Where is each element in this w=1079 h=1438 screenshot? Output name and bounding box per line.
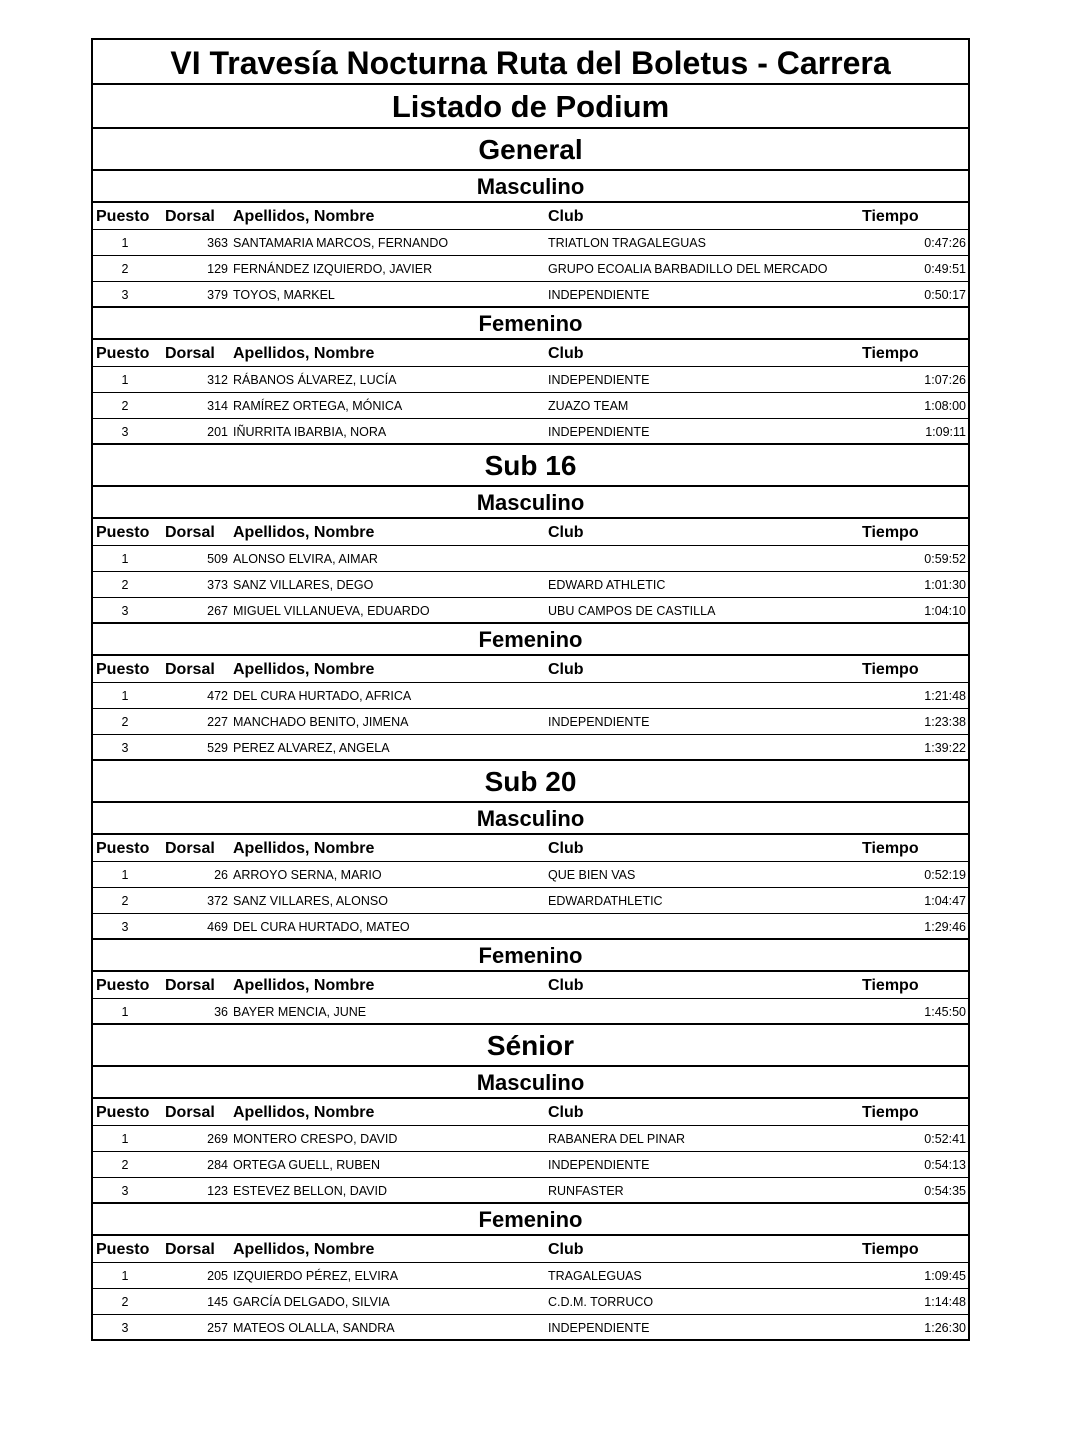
cell-nombre: ALONSO ELVIRA, AIMAR (233, 552, 378, 566)
table-row (91, 862, 970, 888)
cell-puesto: 2 (121, 262, 129, 276)
gender-heading: Femenino (91, 308, 970, 340)
cell-dorsal: 372 (207, 894, 228, 908)
cell-puesto: 2 (121, 399, 129, 413)
cell-tiempo: 1:45:50 (924, 1005, 966, 1019)
column-header-tiempo: Tiempo (862, 1241, 919, 1258)
column-header-dorsal: Dorsal (165, 524, 215, 541)
cell-puesto: 1 (121, 373, 129, 387)
cell-puesto: 3 (121, 1184, 129, 1198)
cell-nombre: DEL CURA HURTADO, MATEO (233, 920, 410, 934)
cell-club: RUNFASTER (548, 1184, 624, 1198)
cell-tiempo: 1:01:30 (924, 578, 966, 592)
column-header-nombre: Apellidos, Nombre (233, 661, 375, 678)
cell-puesto: 2 (121, 1295, 129, 1309)
table-row (91, 1289, 970, 1315)
table-row (91, 546, 970, 572)
column-header-puesto: Puesto (96, 1241, 150, 1258)
table-row (91, 1152, 970, 1178)
column-header-row (91, 656, 970, 683)
cell-dorsal: 257 (207, 1321, 228, 1335)
cell-nombre: SANZ VILLARES, ALONSO (233, 894, 388, 908)
cell-tiempo: 1:07:26 (924, 373, 966, 387)
gender-heading: Masculino (91, 487, 970, 519)
table-row (91, 999, 970, 1025)
cell-puesto: 1 (121, 1132, 129, 1146)
document-title: VI Travesía Nocturna Ruta del Boletus - Carrera (91, 38, 970, 85)
cell-tiempo: 0:59:52 (924, 552, 966, 566)
cell-tiempo: 0:54:13 (924, 1158, 966, 1172)
podium-sheet (91, 38, 970, 1341)
column-header-puesto: Puesto (96, 661, 150, 678)
column-header-nombre: Apellidos, Nombre (233, 977, 375, 994)
cell-nombre: DEL CURA HURTADO, AFRICA (233, 689, 412, 703)
table-row (91, 1315, 970, 1341)
cell-tiempo: 0:49:51 (924, 262, 966, 276)
table-row (91, 1126, 970, 1152)
column-header-row (91, 1236, 970, 1263)
cell-puesto: 2 (121, 578, 129, 592)
cell-club: ZUAZO TEAM (548, 399, 629, 413)
cell-nombre: PEREZ ALVAREZ, ANGELA (233, 741, 390, 755)
category-heading: Sénior (91, 1025, 970, 1067)
column-header-club: Club (548, 345, 584, 362)
column-header-dorsal: Dorsal (165, 1104, 215, 1121)
table-row (91, 735, 970, 761)
column-header-dorsal: Dorsal (165, 208, 215, 225)
cell-puesto: 3 (121, 741, 129, 755)
column-header-tiempo: Tiempo (862, 345, 919, 362)
category-heading: Sub 16 (91, 445, 970, 487)
cell-dorsal: 509 (207, 552, 228, 566)
category-heading: General (91, 129, 970, 171)
cell-puesto: 2 (121, 715, 129, 729)
cell-club: RABANERA DEL PINAR (548, 1132, 686, 1146)
table-row (91, 419, 970, 445)
gender-heading: Femenino (91, 1204, 970, 1236)
cell-puesto: 3 (121, 425, 129, 439)
gender-heading: Masculino (91, 1067, 970, 1099)
cell-dorsal: 26 (214, 868, 228, 882)
document-subtitle: Listado de Podium (91, 85, 970, 129)
cell-tiempo: 1:14:48 (924, 1295, 966, 1309)
cell-club: INDEPENDIENTE (548, 288, 650, 302)
gender-heading: Masculino (91, 171, 970, 203)
cell-dorsal: 312 (207, 373, 228, 387)
cell-dorsal: 205 (207, 1269, 228, 1283)
cell-club: C.D.M. TORRUCO (548, 1295, 654, 1309)
cell-club: EDWARDATHLETIC (548, 894, 663, 908)
cell-tiempo: 1:21:48 (924, 689, 966, 703)
cell-puesto: 2 (121, 1158, 129, 1172)
cell-dorsal: 373 (207, 578, 228, 592)
cell-puesto: 3 (121, 288, 129, 302)
cell-nombre: ESTEVEZ BELLON, DAVID (233, 1184, 387, 1198)
cell-nombre: SANTAMARIA MARCOS, FERNANDO (233, 236, 449, 250)
cell-dorsal: 145 (207, 1295, 228, 1309)
cell-club: INDEPENDIENTE (548, 1158, 650, 1172)
table-row (91, 572, 970, 598)
table-row (91, 230, 970, 256)
column-header-club: Club (548, 661, 584, 678)
cell-tiempo: 0:47:26 (924, 236, 966, 250)
column-header-club: Club (548, 1104, 584, 1121)
column-header-puesto: Puesto (96, 1104, 150, 1121)
cell-tiempo: 0:52:41 (924, 1132, 966, 1146)
gender-heading: Masculino (91, 803, 970, 835)
cell-nombre: IZQUIERDO PÉREZ, ELVIRA (233, 1269, 399, 1283)
table-row (91, 367, 970, 393)
cell-nombre: SANZ VILLARES, DEGO (233, 578, 374, 592)
column-header-tiempo: Tiempo (862, 661, 919, 678)
cell-tiempo: 1:08:00 (924, 399, 966, 413)
column-header-row (91, 835, 970, 862)
gender-heading: Femenino (91, 940, 970, 972)
column-header-row (91, 972, 970, 999)
cell-puesto: 1 (121, 689, 129, 703)
cell-club: EDWARD ATHLETIC (548, 578, 666, 592)
cell-dorsal: 379 (207, 288, 228, 302)
cell-club: INDEPENDIENTE (548, 373, 650, 387)
column-header-puesto: Puesto (96, 840, 150, 857)
column-header-puesto: Puesto (96, 977, 150, 994)
cell-tiempo: 1:29:46 (924, 920, 966, 934)
column-header-dorsal: Dorsal (165, 661, 215, 678)
cell-nombre: GARCÍA DELGADO, SILVIA (233, 1295, 390, 1309)
cell-nombre: RAMÍREZ ORTEGA, MÓNICA (233, 399, 403, 413)
cell-club: INDEPENDIENTE (548, 715, 650, 729)
cell-dorsal: 284 (207, 1158, 228, 1172)
table-row (91, 393, 970, 419)
cell-puesto: 1 (121, 236, 129, 250)
cell-club: TRIATLON TRAGALEGUAS (548, 236, 706, 250)
cell-tiempo: 1:39:22 (924, 741, 966, 755)
categories-container (91, 129, 970, 1341)
column-header-nombre: Apellidos, Nombre (233, 1104, 375, 1121)
column-header-nombre: Apellidos, Nombre (233, 345, 375, 362)
cell-tiempo: 0:54:35 (924, 1184, 966, 1198)
column-header-club: Club (548, 977, 584, 994)
cell-puesto: 3 (121, 920, 129, 934)
cell-puesto: 1 (121, 1269, 129, 1283)
column-header-club: Club (548, 208, 584, 225)
cell-tiempo: 1:26:30 (924, 1321, 966, 1335)
cell-nombre: IÑURRITA IBARBIA, NORA (233, 425, 387, 439)
column-header-nombre: Apellidos, Nombre (233, 208, 375, 225)
table-row (91, 598, 970, 624)
cell-nombre: FERNÁNDEZ IZQUIERDO, JAVIER (233, 262, 433, 276)
cell-nombre: ARROYO SERNA, MARIO (233, 868, 382, 882)
column-header-tiempo: Tiempo (862, 1104, 919, 1121)
cell-tiempo: 1:09:11 (925, 425, 966, 439)
column-header-club: Club (548, 524, 584, 541)
cell-dorsal: 201 (207, 425, 228, 439)
cell-dorsal: 469 (207, 920, 228, 934)
column-header-nombre: Apellidos, Nombre (233, 524, 375, 541)
cell-puesto: 3 (121, 1321, 129, 1335)
table-row (91, 256, 970, 282)
column-header-nombre: Apellidos, Nombre (233, 840, 375, 857)
cell-dorsal: 123 (207, 1184, 228, 1198)
cell-puesto: 1 (121, 868, 129, 882)
cell-nombre: TOYOS, MARKEL (233, 288, 335, 302)
table-row (91, 1263, 970, 1289)
column-header-puesto: Puesto (96, 524, 150, 541)
table-row (91, 888, 970, 914)
cell-tiempo: 1:23:38 (924, 715, 966, 729)
cell-club: QUE BIEN VAS (548, 868, 636, 882)
table-row (91, 914, 970, 940)
category-heading: Sub 20 (91, 761, 970, 803)
column-header-puesto: Puesto (96, 345, 150, 362)
cell-club: INDEPENDIENTE (548, 1321, 650, 1335)
column-header-puesto: Puesto (96, 208, 150, 225)
column-header-row (91, 519, 970, 546)
cell-nombre: MATEOS OLALLA, SANDRA (233, 1321, 395, 1335)
column-header-nombre: Apellidos, Nombre (233, 1241, 375, 1258)
cell-tiempo: 1:04:10 (924, 604, 966, 618)
cell-dorsal: 314 (207, 399, 228, 413)
cell-puesto: 1 (121, 552, 129, 566)
cell-dorsal: 269 (207, 1132, 228, 1146)
cell-nombre: ORTEGA GUELL, RUBEN (233, 1158, 381, 1172)
cell-club: UBU CAMPOS DE CASTILLA (548, 604, 716, 618)
gender-heading: Femenino (91, 624, 970, 656)
column-header-dorsal: Dorsal (165, 1241, 215, 1258)
table-row (91, 683, 970, 709)
cell-puesto: 1 (121, 1005, 129, 1019)
cell-tiempo: 0:52:19 (924, 868, 966, 882)
cell-club: GRUPO ECOALIA BARBADILLO DEL MERCADO (548, 262, 828, 276)
cell-dorsal: 529 (207, 741, 228, 755)
table-row (91, 282, 970, 308)
cell-dorsal: 36 (214, 1005, 228, 1019)
column-header-tiempo: Tiempo (862, 524, 919, 541)
cell-dorsal: 227 (207, 715, 228, 729)
cell-puesto: 3 (121, 604, 129, 618)
cell-dorsal: 129 (207, 262, 228, 276)
cell-dorsal: 472 (207, 689, 228, 703)
table-row (91, 1178, 970, 1204)
cell-nombre: MIGUEL VILLANUEVA, EDUARDO (233, 604, 430, 618)
column-header-row (91, 1099, 970, 1126)
column-header-dorsal: Dorsal (165, 345, 215, 362)
cell-tiempo: 1:09:45 (924, 1269, 966, 1283)
column-header-row (91, 340, 970, 367)
cell-nombre: MONTERO CRESPO, DAVID (233, 1132, 398, 1146)
cell-dorsal: 267 (207, 604, 228, 618)
cell-nombre: RÁBANOS ÁLVAREZ, LUCÍA (233, 373, 397, 387)
column-header-tiempo: Tiempo (862, 977, 919, 994)
column-header-tiempo: Tiempo (862, 840, 919, 857)
cell-club: TRAGALEGUAS (548, 1269, 642, 1283)
cell-club: INDEPENDIENTE (548, 425, 650, 439)
cell-puesto: 2 (121, 894, 129, 908)
cell-nombre: BAYER MENCIA, JUNE (233, 1005, 367, 1019)
column-header-club: Club (548, 840, 584, 857)
column-header-dorsal: Dorsal (165, 840, 215, 857)
table-row (91, 709, 970, 735)
column-header-tiempo: Tiempo (862, 208, 919, 225)
cell-nombre: MANCHADO BENITO, JIMENA (233, 715, 409, 729)
column-header-row (91, 203, 970, 230)
column-header-club: Club (548, 1241, 584, 1258)
cell-dorsal: 363 (207, 236, 228, 250)
cell-tiempo: 1:04:47 (924, 894, 966, 908)
cell-tiempo: 0:50:17 (924, 288, 966, 302)
column-header-dorsal: Dorsal (165, 977, 215, 994)
